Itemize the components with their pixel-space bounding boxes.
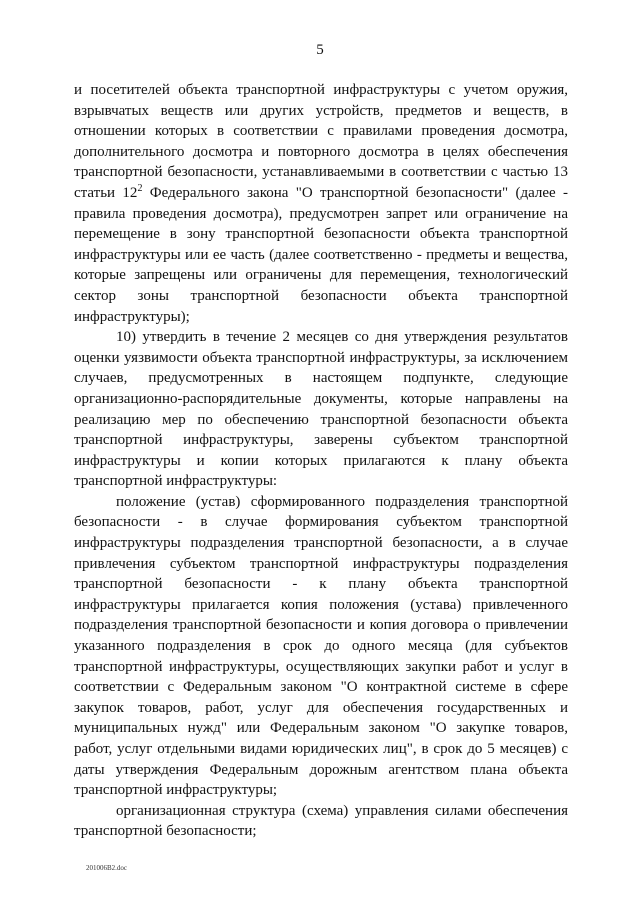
paragraph-item-10: 10) утвердить в течение 2 месяцев со дня утверждения результатов оценки уязвимости объекта транспортной инфраструктуры, за исключением случаев, предусмотренных в настоящем подпункте, следующие организационно-распорядительные документы, которые направлены на реализацию мер по обеспечению транспортной безопасности объекта транспортной инфраструктуры, заверены субъектом транспортной инфраструктуры и копии которых прилагаются к плану объекта транспортной инфраструктуры: xyxy=(74,329,568,490)
paragraph-text: и посетителей объекта транспортной инфраструктуры с учетом оружия, взрывчатых веществ или других устройств, предметов и веществ, в отношении которых в соответствии с правилами проведения досмотра, дополнительного досмотра и повторного досмотра в целях обеспечения транспортной безопасности, устанавливаемыми в соответствии с частью 13 статьи 12 xyxy=(74,82,568,201)
superscript-article-number: 2 xyxy=(137,182,143,194)
footer-filename: 201006В2.doc xyxy=(86,864,128,872)
page-number: 5 xyxy=(316,42,324,58)
paragraph-continuation xyxy=(74,80,568,327)
document-body xyxy=(74,80,568,842)
paragraph-regulation: положение (устав) сформированного подразделения транспортной безопасности - в случае формирования субъектом транспортной инфраструктуры подразделения транспортной безопасности, а в случае привлечения субъектом транспортной инфраструктуры подразделения транспортной безопасности - к плану объекта транспортной инфраструктуры прилагается копия положения (устава) привлеченного подразделения транспортной безопасности и копия договора о привлечении указанного подразделения в срок до одного месяца (для субъектов транспортной инфраструктуры, осуществляющих закупки работ и услуг в соответствии с Федеральным законом "О контрактной системе в сфере закупок товаров, работ, услуг для обеспечения государственных и муниципальных нужд" или Федеральным законом "О закупке товаров, работ, услуг отдельными видами юридических лиц", в срок до 5 месяцев) с даты утверждения Федеральным дорожным агентством плана объекта транспортной инфраструктуры; xyxy=(74,493,568,799)
paragraph-text: Федерального закона "О транспортной безопасности" (далее - правила проведения досмотра), предусмотрен запрет или ограничение на перемещение в зону транспортной безопасности объекта транспортной инфраструктуры или ее часть (далее соответственно - предметы и вещества, которые запрещены или ограничены для перемещения, технологический сектор зоны транспортной безопасности объекта транспортной инфраструктуры); xyxy=(74,184,568,325)
paragraph-org-structure: организационная структура (схема) управления силами обеспечения транспортной безопасности; xyxy=(74,802,568,840)
